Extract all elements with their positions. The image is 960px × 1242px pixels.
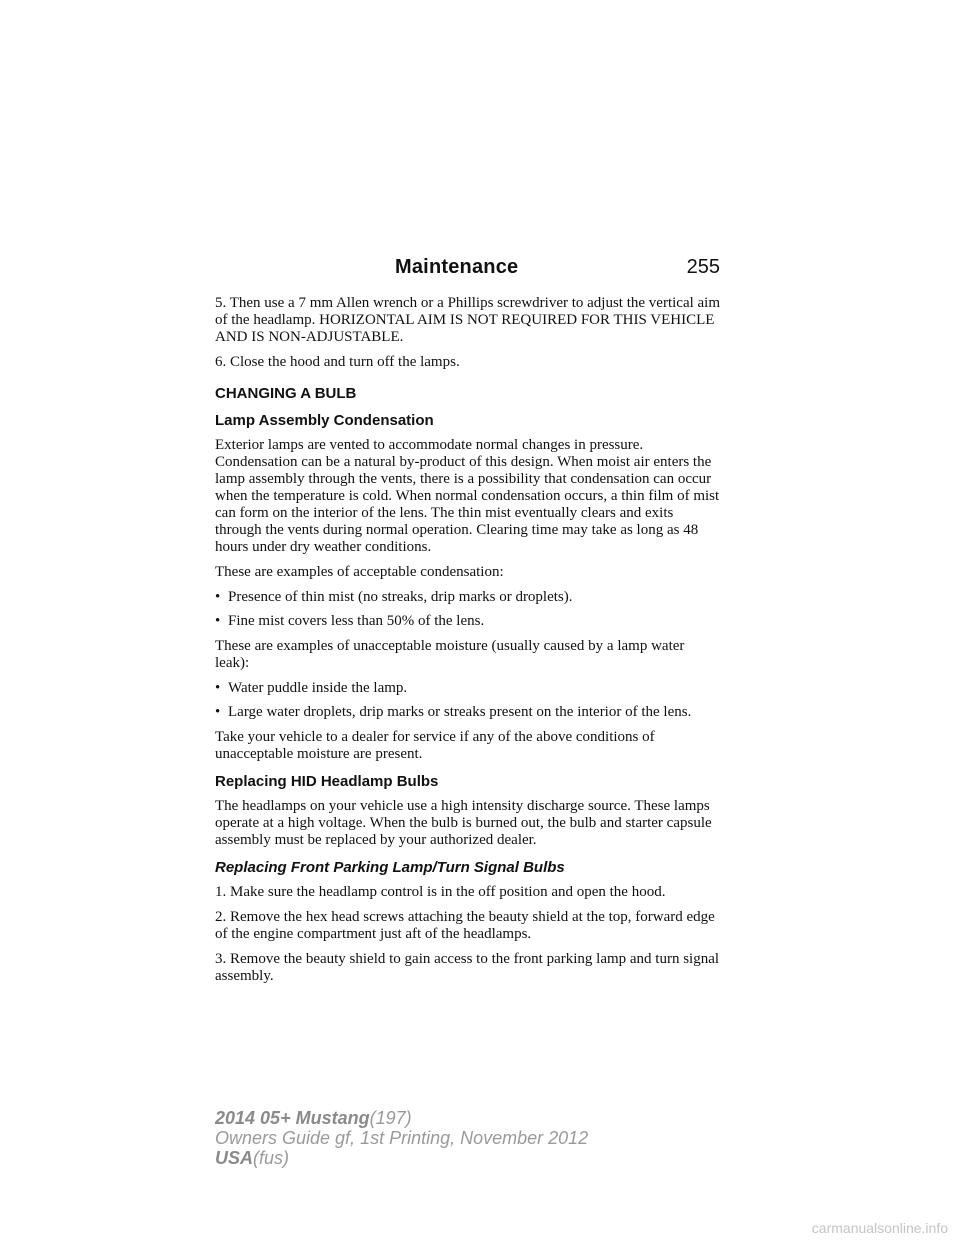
footer-line-2: Owners Guide gf, 1st Printing, November 2012 <box>215 1128 589 1148</box>
page-footer <box>215 1108 588 1168</box>
dealer-paragraph: Take your vehicle to a dealer for service if any of the above conditions of unacceptable moisture are present. <box>215 729 655 762</box>
heading-hid-headlamp: Replacing HID Headlamp Bulbs <box>215 773 439 790</box>
parking-step-2: 2. Remove the hex head screws attaching the beauty shield at the top, forward edge of the engine compartment just aft of the headlamps. <box>215 909 715 942</box>
bullet-icon: • <box>215 704 221 720</box>
condensation-paragraph: Exterior lamps are vented to accommodate normal changes in pressure. Condensation can be a natural by-product of this design. When moist air enters the lamp assembly through the vents, there is a possibility that condensation can occur when the temperature is cold. When normal condensation occurs, a thin film of mist can form on the interior of the lens. The thin mist eventually clears and exits through the vents during normal operation. Clearing time may take as long as 48 hours under dry weather conditions. <box>215 437 720 555</box>
bullet-icon: • <box>215 680 221 696</box>
step-6-paragraph: 6. Close the hood and turn off the lamps. <box>215 354 460 370</box>
footer-line-3: USA(fus) <box>215 1148 290 1168</box>
unacceptable-list <box>215 680 720 721</box>
step-5-paragraph: 5. Then use a 7 mm Allen wrench or a Phillips screwdriver to adjust the vertical aim of the headlamp. HORIZONTAL AIM IS NOT REQUIRED FOR THIS VEHICLE AND IS NON-ADJUSTABLE. <box>215 295 721 345</box>
unacceptable-intro: These are examples of unacceptable moisture (usually caused by a lamp water leak): <box>215 638 685 671</box>
list-item: • Large water droplets, drip marks or streaks present on the interior of the lens. <box>215 704 692 720</box>
hid-paragraph: The headlamps on your vehicle use a high intensity discharge source. These lamps operate at a high voltage. When the bulb is burned out, the bulb and starter capsule assembly must be replaced by your authorized dealer. <box>215 798 712 848</box>
list-item: • Water puddle inside the lamp. <box>215 680 408 696</box>
page-number: 255 <box>686 256 720 278</box>
list-item: • Fine mist covers less than 50% of the lens. <box>215 613 485 629</box>
acceptable-intro: These are examples of acceptable condensation: <box>215 564 504 580</box>
section-title: Maintenance <box>395 256 519 278</box>
watermark-text: carmanualsonline.info <box>811 1220 948 1236</box>
list-item: • Presence of thin mist (no streaks, drip marks or droplets). <box>215 589 573 605</box>
page-content <box>215 295 720 993</box>
heading-lamp-condensation: Lamp Assembly Condensation <box>215 412 434 429</box>
footer-line-1: 2014 05+ Mustang(197) <box>215 1108 412 1128</box>
parking-step-3: 3. Remove the beauty shield to gain access to the front parking lamp and turn signal assembly. <box>215 951 720 984</box>
parking-step-1: 1. Make sure the headlamp control is in the off position and open the hood. <box>215 884 666 900</box>
page-header <box>215 230 720 280</box>
heading-changing-a-bulb: CHANGING A BULB <box>215 385 357 402</box>
bullet-icon: • <box>215 613 221 629</box>
heading-parking-lamp: Replacing Front Parking Lamp/Turn Signal Bulbs <box>215 859 565 876</box>
acceptable-list <box>215 589 720 630</box>
bullet-icon: • <box>215 589 221 605</box>
